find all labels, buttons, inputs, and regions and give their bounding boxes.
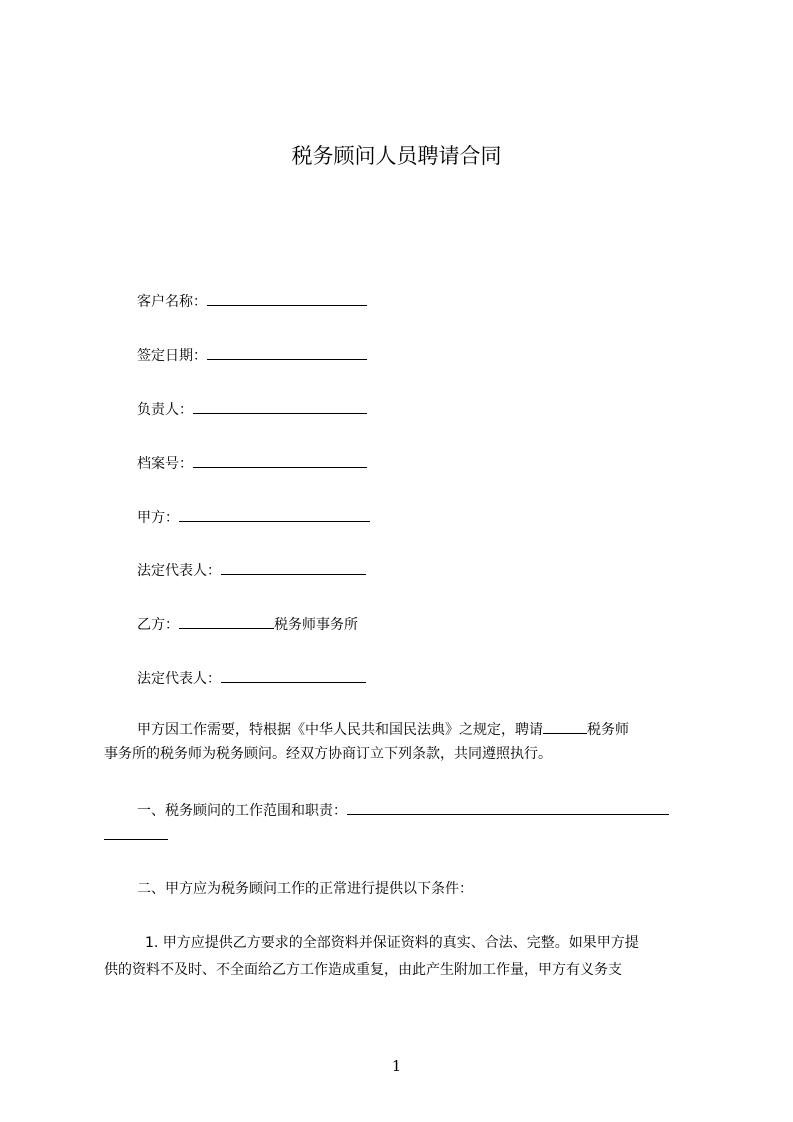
legal-rep-b-field [137, 665, 366, 689]
intro-line-2: 事务所的税务师为税务顾问。经双方协商订立下列条款，共同遵照执行。 [104, 746, 552, 762]
legal-rep-b-blank [221, 665, 366, 683]
intro-line-1 [137, 716, 629, 742]
party-b-field [137, 611, 358, 635]
legal-rep-b-label: 法定代表人： [137, 671, 221, 687]
sign-date-field [137, 342, 367, 366]
party-a-field [137, 504, 370, 528]
legal-rep-a-field [137, 557, 366, 581]
sign-date-blank [207, 342, 367, 360]
sign-date-label: 签定日期： [137, 348, 207, 364]
person-in-charge-field [137, 396, 367, 420]
party-b-blank [179, 611, 274, 629]
intro-line-1-end: 税务师 [587, 722, 629, 738]
clause-1-line-2: 供的资料不及时、不全面给乙方工作造成重复，由此产生附加工作量，甲方有义务支 [104, 962, 622, 978]
person-in-charge-label: 负责人： [137, 402, 193, 418]
customer-name-blank [207, 288, 367, 306]
section-1-continuation [104, 822, 168, 848]
legal-rep-a-label: 法定代表人： [137, 563, 221, 579]
legal-rep-a-blank [221, 557, 366, 575]
party-a-label: 甲方： [137, 510, 179, 526]
document-title: 税务顾问人员聘请合同 [291, 144, 502, 168]
file-number-blank [193, 450, 367, 468]
customer-name-field [137, 288, 367, 312]
person-in-charge-blank [193, 396, 367, 414]
customer-name-label: 客户名称： [137, 294, 207, 310]
section-1-blank [347, 797, 669, 815]
clause-1-line-1: 1. 甲方应提供乙方要求的全部资料并保证资料的真实、合法、完整。如果甲方提 [145, 935, 639, 951]
section-1-blank-2 [104, 822, 168, 840]
file-number-label: 档案号： [137, 456, 193, 472]
intro-line-1-text: 甲方因工作需要，特根据《中华人民共和国民法典》之规定，聘请 [137, 722, 543, 738]
page-number: 1 [391, 1057, 402, 1075]
party-a-blank [179, 504, 370, 522]
section-1-heading [137, 797, 669, 823]
file-number-field [137, 450, 367, 474]
section-2-heading: 二、甲方应为税务顾问工作的正常进行提供以下条件： [137, 881, 473, 897]
party-b-suffix: 税务师事务所 [274, 617, 358, 633]
party-b-label: 乙方： [137, 617, 179, 633]
section-1-label: 一、税务顾问的工作范围和职责： [137, 803, 347, 819]
agency-name-blank [543, 716, 587, 734]
